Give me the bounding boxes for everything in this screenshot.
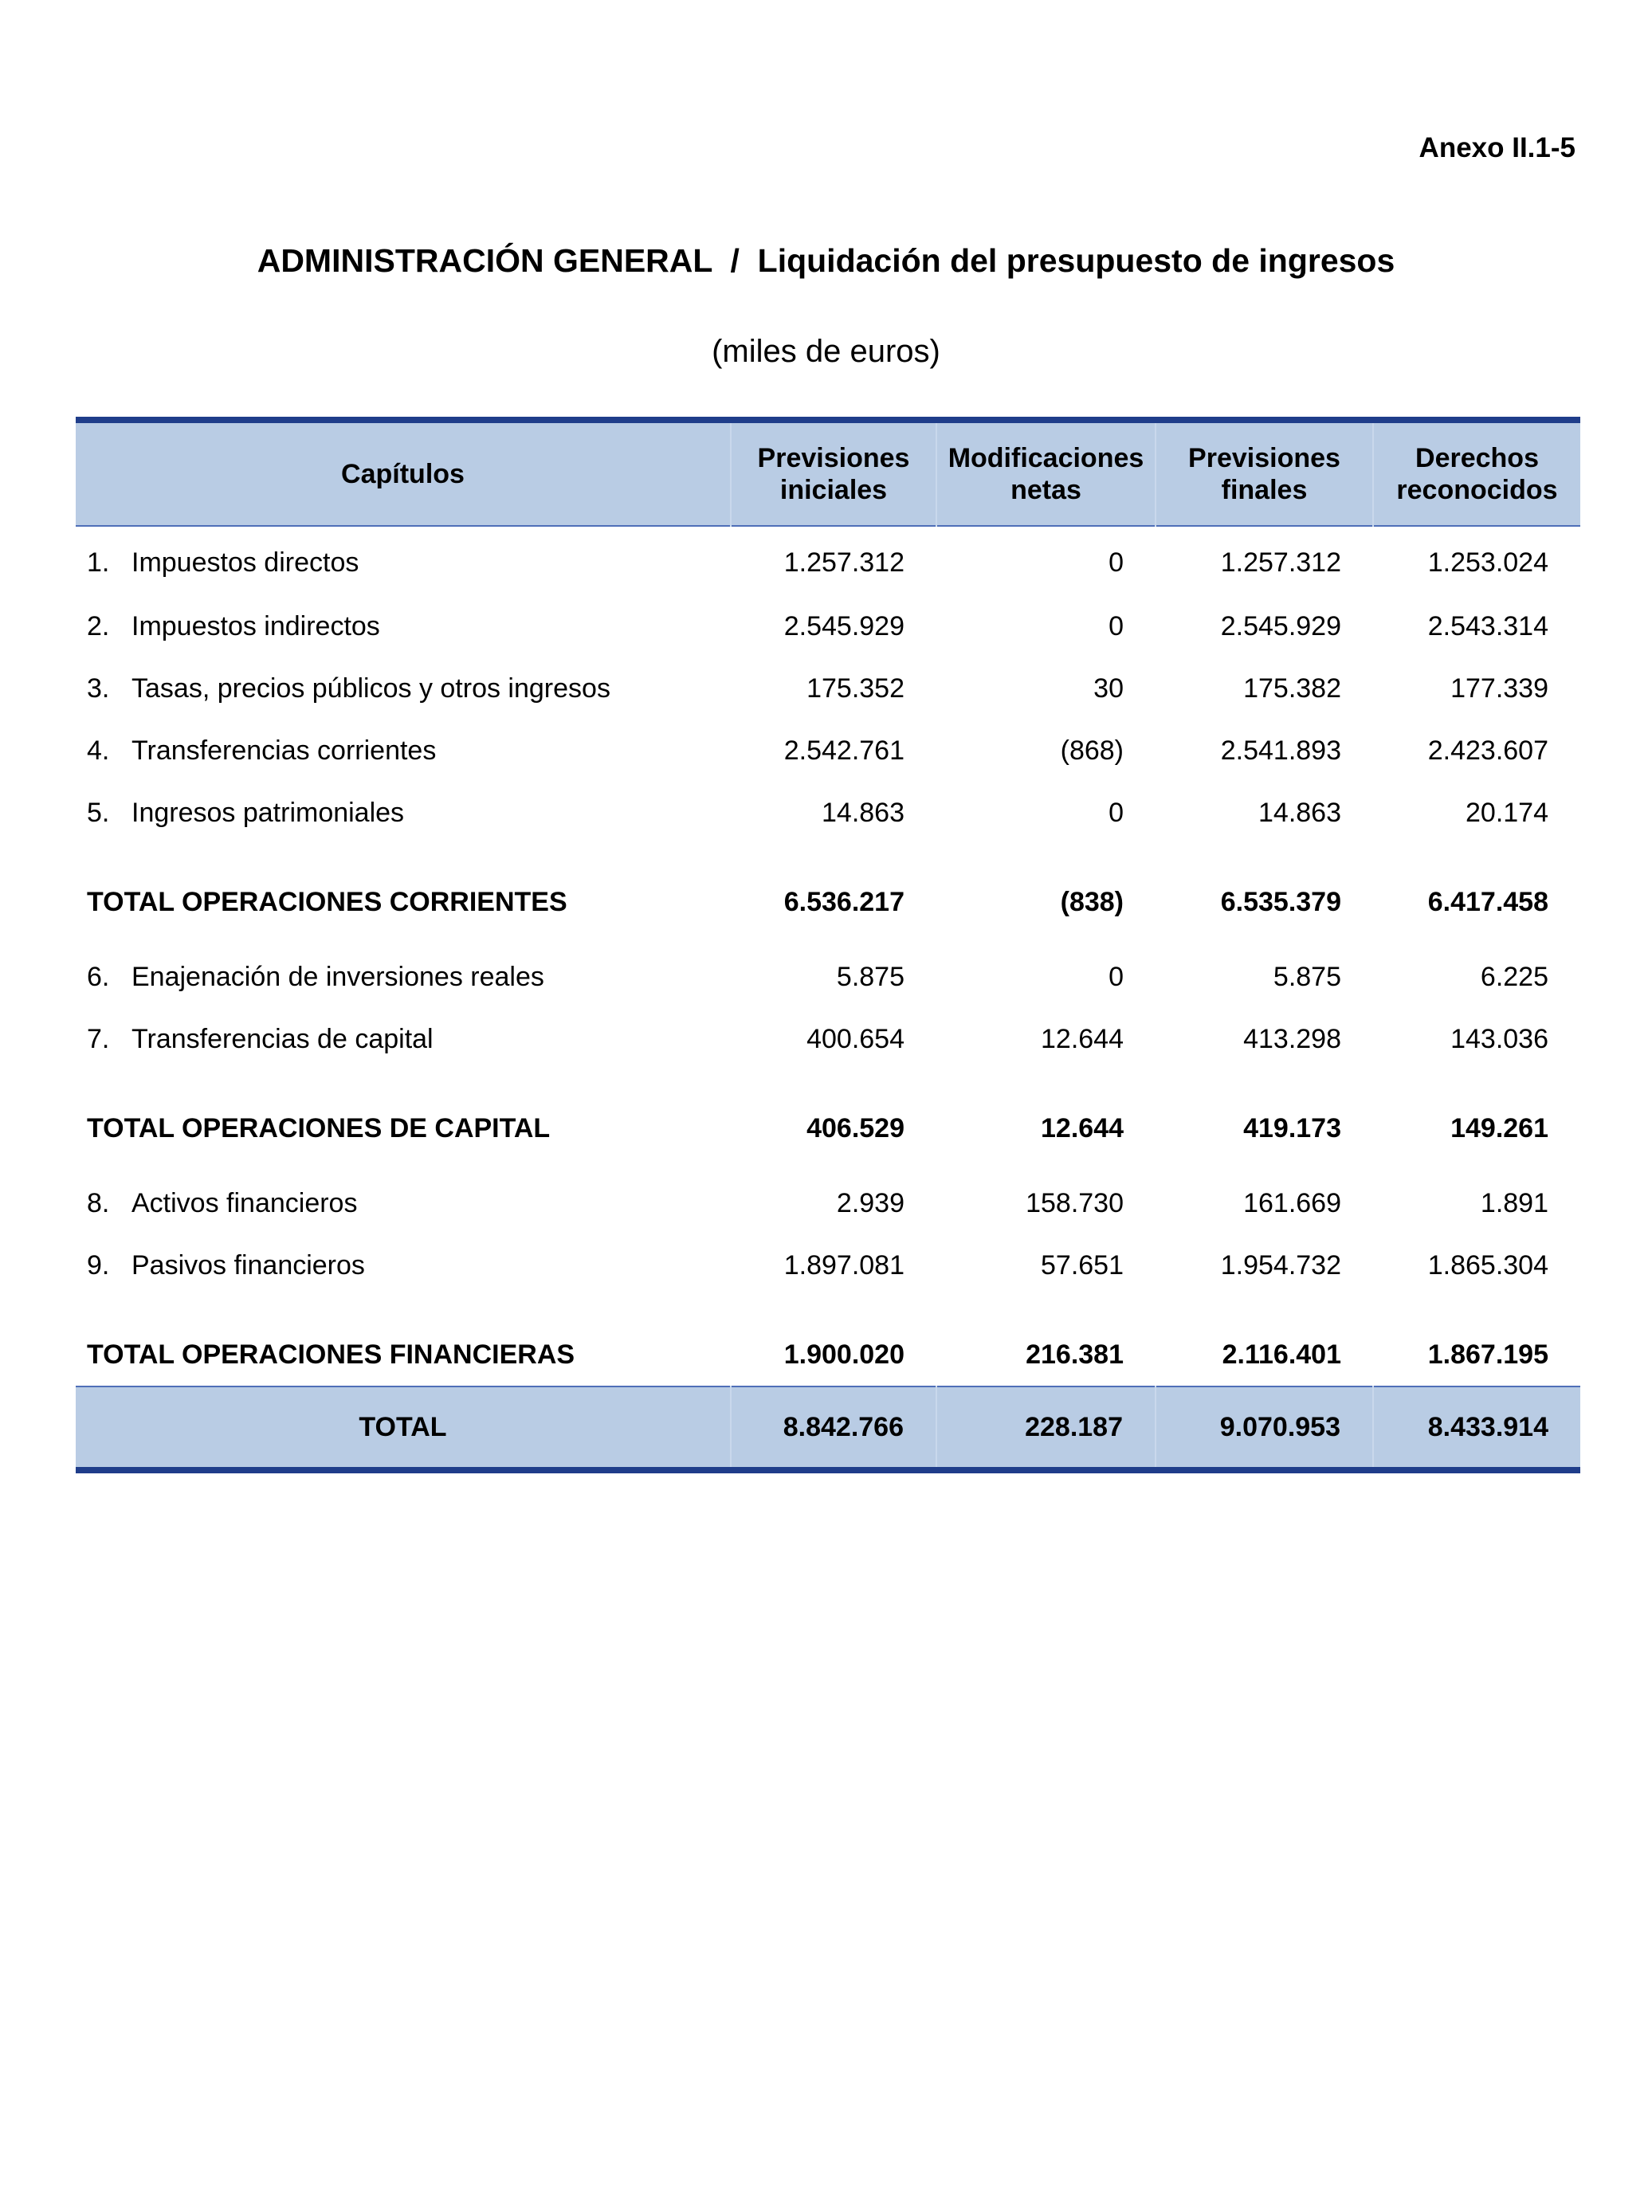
cell-modificaciones-netas: (838) <box>1060 886 1124 917</box>
cell-derechos-reconocidos: 149.261 <box>1450 1112 1548 1143</box>
header-previsiones-iniciales: Previsiones iniciales <box>731 420 936 526</box>
cell-previsiones-finales: 1.257.312 <box>1220 547 1341 578</box>
revenue-budget-table <box>76 417 1580 1473</box>
cell-previsiones-finales: 2.541.893 <box>1220 735 1341 766</box>
header-previsiones-finales: Previsiones finales <box>1156 420 1373 526</box>
cell-previsiones-iniciales: 2.939 <box>836 1187 904 1218</box>
annex-label: Anexo II.1-5 <box>1419 132 1575 163</box>
cell-derechos-reconocidos: 2.423.607 <box>1427 735 1548 766</box>
revenue-table-container <box>76 417 1580 1473</box>
row-label: 8. Activos financieros <box>87 1187 358 1218</box>
table-row <box>76 595 1580 657</box>
row-label: 4. Transferencias corrientes <box>87 735 437 766</box>
cell-modificaciones-netas: (868) <box>1060 735 1124 766</box>
cell-derechos-reconocidos: 1.867.195 <box>1427 1339 1548 1370</box>
cell-derechos-reconocidos: 20.174 <box>1466 797 1548 828</box>
cell-previsiones-iniciales: 2.542.761 <box>783 735 904 766</box>
cell-previsiones-iniciales: 6.536.217 <box>783 886 904 917</box>
cell-modificaciones-netas: 30 <box>1093 673 1124 704</box>
header-capitulos: Capítulos <box>341 459 465 489</box>
cell-derechos-reconocidos: 8.433.914 <box>1373 1386 1580 1470</box>
cell-derechos-reconocidos: 177.339 <box>1450 673 1548 704</box>
cell-modificaciones-netas: 158.730 <box>1026 1187 1124 1218</box>
cell-derechos-reconocidos: 6.225 <box>1480 961 1548 992</box>
row-label: TOTAL OPERACIONES FINANCIERAS <box>87 1339 575 1370</box>
cell-previsiones-finales: 413.298 <box>1243 1023 1341 1054</box>
row-label: TOTAL OPERACIONES DE CAPITAL <box>87 1112 551 1143</box>
subtotal-row-capital <box>76 1070 1580 1172</box>
table-row <box>76 946 1580 1008</box>
cell-previsiones-iniciales: 1.897.081 <box>783 1249 904 1281</box>
cell-previsiones-iniciales: 175.352 <box>806 673 904 704</box>
cell-modificaciones-netas: 12.644 <box>1041 1023 1124 1054</box>
cell-modificaciones-netas: 228.187 <box>936 1386 1156 1470</box>
cell-modificaciones-netas: 0 <box>1109 797 1124 828</box>
subtotal-row-financieras <box>76 1296 1580 1386</box>
table-row <box>76 657 1580 720</box>
cell-derechos-reconocidos: 1.865.304 <box>1427 1249 1548 1281</box>
cell-previsiones-finales: 2.545.929 <box>1220 610 1341 641</box>
row-label: 6. Enajenación de inversiones reales <box>87 961 544 992</box>
cell-modificaciones-netas: 57.651 <box>1041 1249 1124 1281</box>
cell-previsiones-finales: 161.669 <box>1243 1187 1341 1218</box>
cell-previsiones-finales: 14.863 <box>1258 797 1341 828</box>
cell-previsiones-finales: 6.535.379 <box>1220 886 1341 917</box>
cell-derechos-reconocidos: 1.891 <box>1480 1187 1548 1218</box>
row-label: 2. Impuestos indirectos <box>87 610 380 641</box>
cell-previsiones-iniciales: 1.900.020 <box>783 1339 904 1370</box>
table-row <box>76 782 1580 844</box>
row-label: 1. Impuestos directos <box>87 547 359 578</box>
cell-modificaciones-netas: 0 <box>1109 961 1124 992</box>
page-subtitle: (miles de euros) <box>712 334 940 369</box>
page-title: ADMINISTRACIÓN GENERAL / Liquidación del presupuesto de ingresos <box>257 242 1395 279</box>
table-row <box>76 1008 1580 1070</box>
cell-previsiones-iniciales: 400.654 <box>806 1023 904 1054</box>
cell-modificaciones-netas: 216.381 <box>1026 1339 1124 1370</box>
header-modificaciones-netas: Modificaciones netas <box>936 420 1156 526</box>
grand-total-row <box>76 1386 1580 1470</box>
cell-previsiones-iniciales: 2.545.929 <box>783 610 904 641</box>
cell-previsiones-finales: 1.954.732 <box>1220 1249 1341 1281</box>
table-row <box>76 526 1580 595</box>
cell-previsiones-iniciales: 8.842.766 <box>731 1386 936 1470</box>
cell-previsiones-iniciales: 1.257.312 <box>783 547 904 578</box>
cell-modificaciones-netas: 0 <box>1109 547 1124 578</box>
row-label: 7. Transferencias de capital <box>87 1023 434 1054</box>
cell-derechos-reconocidos: 1.253.024 <box>1427 547 1548 578</box>
subtotal-row-corrientes <box>76 844 1580 946</box>
table-header-row <box>76 420 1580 526</box>
cell-previsiones-finales: 175.382 <box>1243 673 1341 704</box>
table-row <box>76 1234 1580 1296</box>
cell-derechos-reconocidos: 143.036 <box>1450 1023 1548 1054</box>
cell-previsiones-iniciales: 14.863 <box>822 797 904 828</box>
cell-modificaciones-netas: 0 <box>1109 610 1124 641</box>
row-label: 3. Tasas, precios públicos y otros ingresos <box>87 673 610 704</box>
grand-total-label: TOTAL <box>359 1411 447 1442</box>
row-label: TOTAL OPERACIONES CORRIENTES <box>87 886 567 917</box>
cell-derechos-reconocidos: 6.417.458 <box>1427 886 1548 917</box>
cell-derechos-reconocidos: 2.543.314 <box>1427 610 1548 641</box>
cell-previsiones-finales: 5.875 <box>1273 961 1341 992</box>
cell-previsiones-iniciales: 5.875 <box>836 961 904 992</box>
cell-previsiones-iniciales: 406.529 <box>806 1112 904 1143</box>
row-label: 5. Ingresos patrimoniales <box>87 797 405 828</box>
row-label: 9. Pasivos financieros <box>87 1249 365 1281</box>
table-row <box>76 720 1580 782</box>
cell-previsiones-finales: 9.070.953 <box>1156 1386 1373 1470</box>
cell-previsiones-finales: 2.116.401 <box>1222 1339 1341 1370</box>
cell-previsiones-finales: 419.173 <box>1243 1112 1341 1143</box>
header-derechos-reconocidos: Derechos reconocidos <box>1373 420 1580 526</box>
table-row <box>76 1172 1580 1234</box>
cell-modificaciones-netas: 12.644 <box>1041 1112 1124 1143</box>
